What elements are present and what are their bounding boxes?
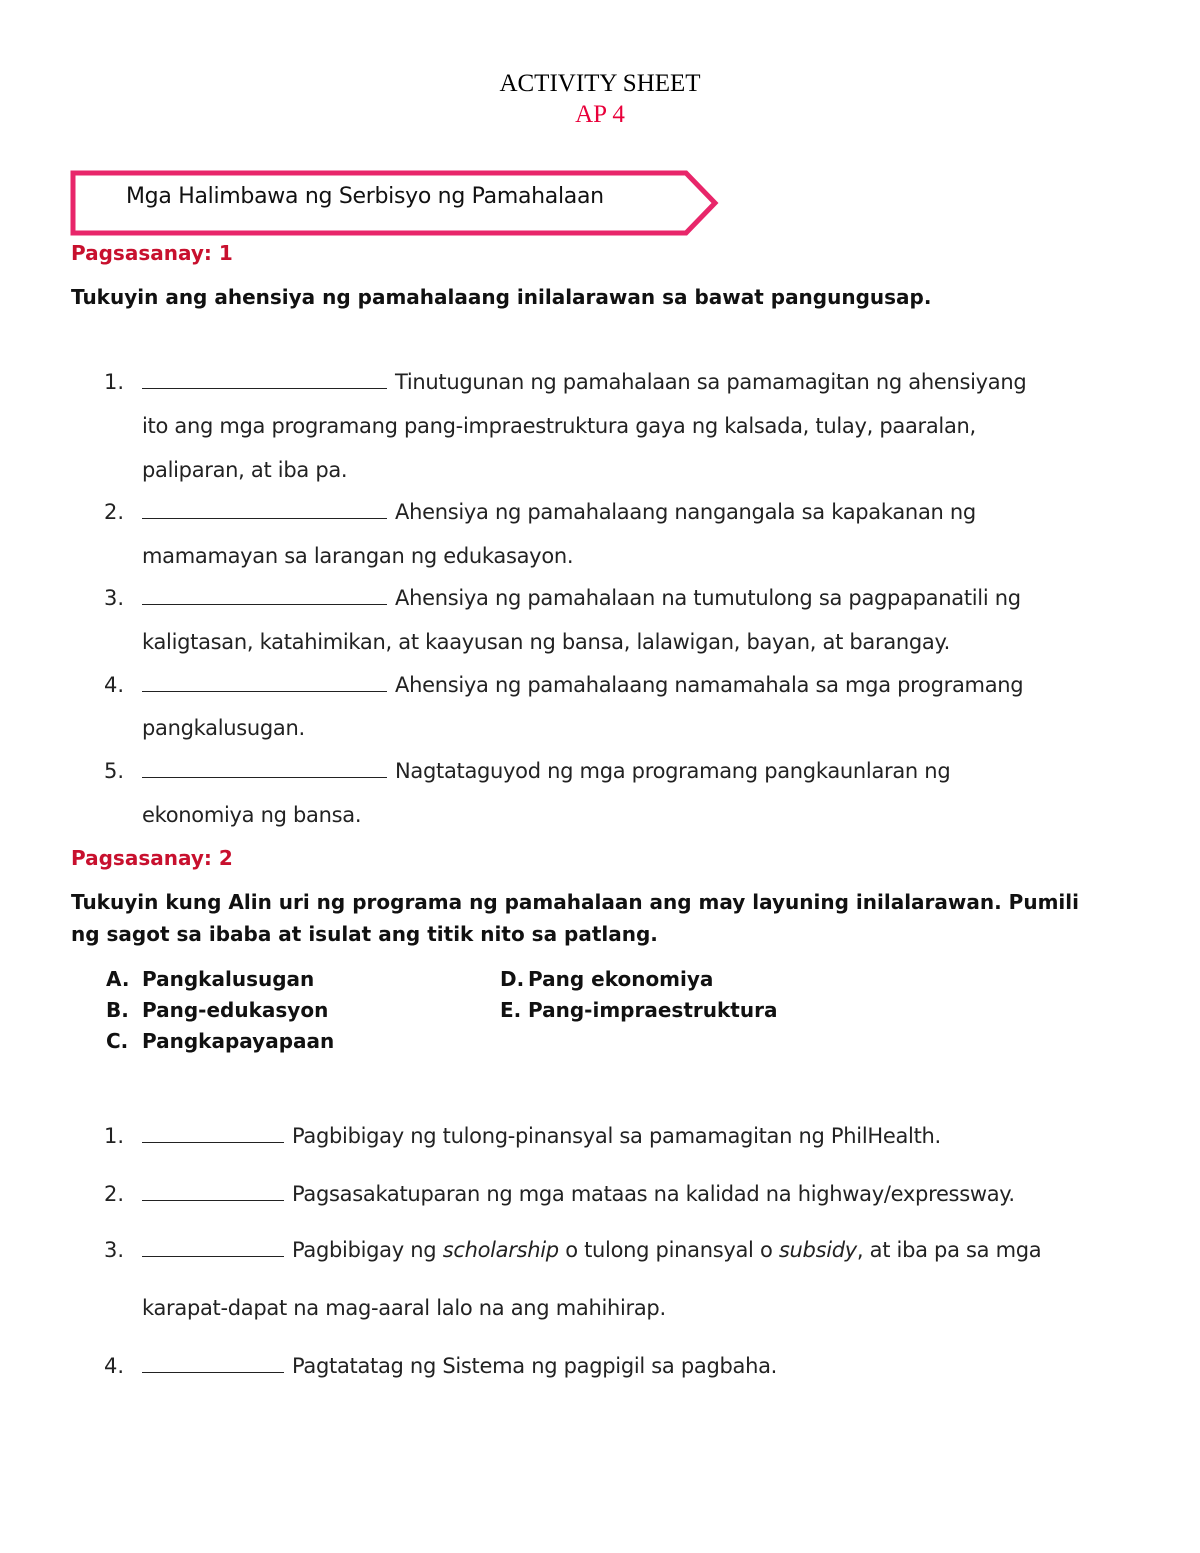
answer-blank[interactable] — [142, 500, 387, 519]
answer-blank[interactable] — [142, 1124, 284, 1143]
answer-blank[interactable] — [142, 1182, 284, 1201]
item-number: 4. — [104, 1354, 125, 1378]
answer-blank[interactable] — [142, 1238, 284, 1257]
item-number: 4. — [104, 673, 125, 697]
list-item — [142, 370, 1026, 394]
list-item — [142, 1238, 1041, 1262]
choice-label: Pang ekonomiya — [528, 967, 714, 991]
choice-letter: A. — [106, 967, 130, 991]
item-text-continued: paliparan, at iba pa. — [142, 458, 348, 482]
item-text: Pagtatatag ng Sistema ng pagpigil sa pagbaha. — [292, 1354, 778, 1378]
choice-b — [106, 998, 328, 1022]
item-text: o tulong pinansyal o — [565, 1238, 773, 1262]
exercise1-heading: Pagsasanay: 1 — [71, 241, 233, 265]
item-text: Ahensiya ng pamahalaan na tumutulong sa pagpapanatili ng — [395, 586, 1021, 610]
answer-blank[interactable] — [142, 370, 387, 389]
choice-label: Pangkalusugan — [142, 967, 315, 991]
item-number: 2. — [104, 500, 125, 524]
list-item — [142, 759, 950, 783]
page-title: ACTIVITY SHEET — [499, 70, 701, 97]
item-text: Pagbibigay ng tulong-pinansyal sa pamamagitan ng PhilHealth. — [292, 1124, 941, 1148]
item-text-continued: ito ang mga programang pang-impraestruktura gaya ng kalsada, tulay, paaralan, — [142, 414, 976, 438]
item-number: 1. — [104, 1124, 125, 1148]
answer-blank[interactable] — [142, 759, 387, 778]
exercise2-instruction-line2: ng sagot sa ibaba at isulat ang titik nito sa patlang. — [71, 922, 658, 946]
item-text: Pagsasakatuparan ng mga mataas na kalidad na highway/expressway. — [292, 1182, 1015, 1206]
item-text: Pagbibigay ng — [292, 1238, 437, 1262]
choice-letter: C. — [106, 1029, 129, 1053]
item-number: 3. — [104, 1238, 125, 1262]
item-text: Ahensiya ng pamahalaang namamahala sa mga programang — [395, 673, 1024, 697]
exercise2-heading: Pagsasanay: 2 — [71, 846, 233, 870]
item-text: Tinutugunan ng pamahalaan sa pamamagitan ng ahensiyang — [395, 370, 1027, 394]
list-item — [142, 1354, 777, 1378]
answer-blank[interactable] — [142, 673, 387, 692]
choice-letter: D. — [500, 967, 525, 991]
item-text-continued: mamamayan sa larangan ng edukasayon. — [142, 544, 574, 568]
item-text-italic: subsidy — [778, 1238, 857, 1262]
answer-blank[interactable] — [142, 1354, 284, 1373]
item-text-continued: karapat-dapat na mag-aaral lalo na ang mahihirap. — [142, 1296, 666, 1320]
list-item — [142, 673, 1023, 697]
item-text-continued: kaligtasan, katahimikan, at kaayusan ng bansa, lalawigan, bayan, at barangay. — [142, 630, 951, 654]
choice-e — [500, 998, 777, 1022]
choice-letter: E. — [500, 998, 522, 1022]
choice-a — [106, 967, 314, 991]
list-item — [142, 586, 1021, 610]
choice-label: Pang-edukasyon — [142, 998, 329, 1022]
item-text-italic: scholarship — [442, 1238, 559, 1262]
choice-d — [500, 967, 713, 991]
item-text-continued: ekonomiya ng bansa. — [142, 803, 362, 827]
subject-title: AP 4 — [575, 101, 625, 128]
choice-c — [106, 1029, 334, 1053]
item-text: Ahensiya ng pamahalaang nangangala sa kapakanan ng — [395, 500, 976, 524]
item-text-continued: pangkalusugan. — [142, 716, 305, 740]
item-number: 5. — [104, 759, 125, 783]
answer-blank[interactable] — [142, 586, 387, 605]
item-number: 3. — [104, 586, 125, 610]
list-item — [142, 1182, 1015, 1206]
item-text: Nagtataguyod ng mga programang pangkaunlaran ng — [395, 759, 951, 783]
list-item — [142, 500, 976, 524]
item-text: , at iba pa sa mga — [856, 1238, 1042, 1262]
choice-label: Pangkapayapaan — [142, 1029, 335, 1053]
choice-letter: B. — [106, 998, 129, 1022]
list-item — [142, 1124, 941, 1148]
exercise1-instruction: Tukuyin ang ahensiya ng pamahalaang inilalarawan sa bawat pangungusap. — [71, 285, 932, 309]
banner-text: Mga Halimbawa ng Serbisyo ng Pamahalaan — [126, 184, 604, 209]
item-number: 1. — [104, 370, 125, 394]
exercise2-instruction-line1: Tukuyin kung Alin uri ng programa ng pamahalaan ang may layuning inilalarawan. Pumili — [71, 890, 1079, 914]
choice-label: Pang-impraestruktura — [528, 998, 778, 1022]
item-number: 2. — [104, 1182, 125, 1206]
